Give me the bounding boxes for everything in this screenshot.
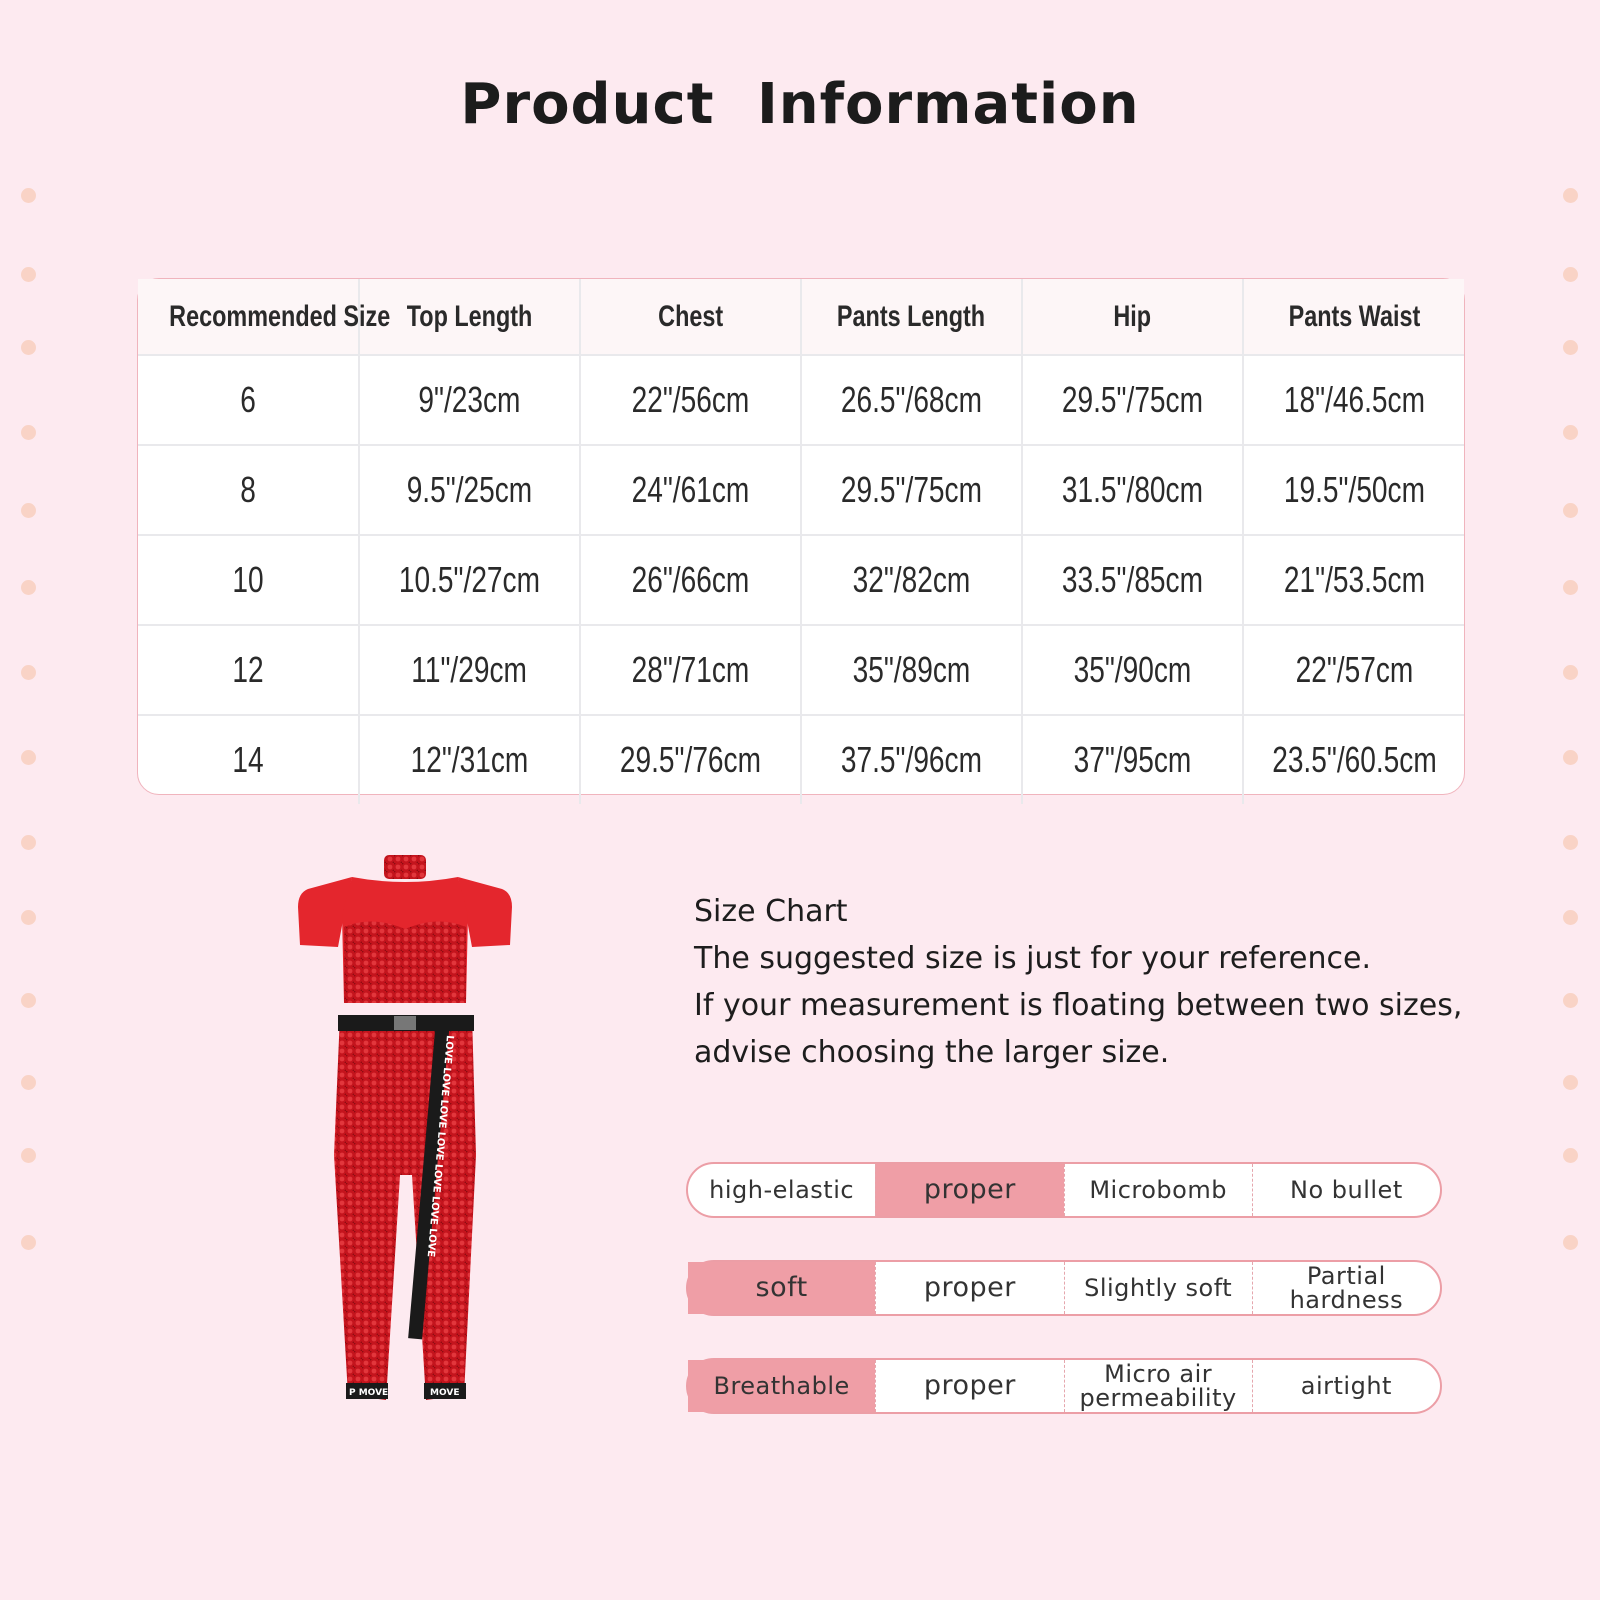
cell-size: 6 [138,355,359,445]
cuff-left-text: P MOVE [349,1388,389,1398]
header-recommended-size: Recommended Size [138,279,359,355]
product-image-outfit [290,855,520,1420]
decorative-dot [21,993,36,1008]
table-header-row [138,279,1464,355]
cell-pants-length: 26.5"/68cm [801,355,1022,445]
scale-option: Partial hardness [1252,1262,1440,1314]
decorative-dot [21,665,36,680]
cell-pants-waist: 23.5"/60.5cm [1271,739,1437,780]
cell-size: 8 [138,445,359,535]
scale-option: Micro air permeability [1064,1360,1252,1412]
size-table [137,278,1465,795]
size-chart-note [694,888,1494,1076]
decorative-dot [1563,580,1578,595]
table-row [138,445,1464,535]
cell-hip: 37"/95cm [1022,715,1243,804]
table-row [138,535,1464,625]
cell-pants-length: 29.5"/75cm [801,445,1022,535]
cell-top-length: 9.5"/25cm [359,445,580,535]
cell-hip: 35"/90cm [1022,625,1243,715]
cell-pants-length: 37.5"/96cm [801,715,1022,804]
decorative-dot [1563,1148,1578,1163]
softness-scale [686,1260,1442,1316]
decorative-dot [21,1235,36,1250]
header-top-length: Top Length [359,279,580,355]
scale-option: airtight [1252,1360,1440,1412]
decorative-dot [21,910,36,925]
decorative-dot [1563,188,1578,203]
decorative-dot [1563,503,1578,518]
scale-option-selected: soft [688,1262,875,1314]
decorative-dot [1563,910,1578,925]
decorative-dot [21,503,36,518]
decorative-dot [1563,1235,1578,1250]
scale-option: No bullet [1252,1164,1440,1216]
cell-chest: 28"/71cm [580,625,801,715]
size-chart-line: advise choosing the larger size. [694,1035,1170,1070]
header-pants-waist: Pants Waist [1243,279,1464,355]
page-title: Product Information [460,72,1140,137]
cell-chest: 24"/61cm [580,445,801,535]
decorative-dot [1563,340,1578,355]
breathability-scale [686,1358,1442,1414]
crop-top-illustration [298,855,512,1003]
size-chart-line: The suggested size is just for your reference. [694,941,1371,976]
scale-option-selected: proper [875,1164,1063,1216]
cell-size: 12 [138,625,359,715]
decorative-dot [21,340,36,355]
scale-option: high-elastic [709,1176,855,1204]
decorative-dot [21,1075,36,1090]
table-row [138,715,1464,804]
cell-pants-waist: 22"/57cm [1243,625,1464,715]
cell-chest: 29.5"/76cm [580,715,801,804]
scale-option: proper [875,1262,1063,1314]
table-row [138,625,1464,715]
header-hip: Hip [1022,279,1243,355]
header-chest: Chest [580,279,801,355]
scale-option-selected: Breathable [688,1360,875,1412]
scale-option: Slightly soft [1064,1262,1252,1314]
cell-hip: 31.5"/80cm [1022,445,1243,535]
elasticity-scale [686,1162,1442,1218]
scale-option: proper [875,1360,1063,1412]
cell-top-length: 12"/31cm [359,715,580,804]
decorative-dot [1563,1075,1578,1090]
size-chart-line: If your measurement is floating between two sizes, [694,988,1463,1023]
decorative-dot [1563,425,1578,440]
decorative-dot [21,1148,36,1163]
sequin-pants-illustration [334,1015,476,1400]
cell-size: 14 [138,715,359,804]
cell-hip: 29.5"/75cm [1022,355,1243,445]
header-pants-length: Pants Length [801,279,1022,355]
cell-chest: 22"/56cm [580,355,801,445]
cell-pants-waist: 19.5"/50cm [1243,445,1464,535]
cuff-right-text: MOVE [430,1388,460,1398]
table-row [138,355,1464,445]
decorative-dot [21,580,36,595]
decorative-dot [1563,993,1578,1008]
decorative-dot [21,750,36,765]
decorative-dot [21,835,36,850]
size-chart-heading: Size Chart [694,894,848,929]
cell-size: 10 [138,535,359,625]
decorative-dot [1563,665,1578,680]
cell-pants-length: 35"/89cm [801,625,1022,715]
cell-chest: 26"/66cm [580,535,801,625]
cell-pants-length: 32"/82cm [801,535,1022,625]
decorative-dot [21,188,36,203]
scale-option: Microbomb [1064,1164,1252,1216]
belt-text: LOVE LOVE LOVE LOVE LOVE LOVE LOVE [424,1034,455,1258]
decorative-dot [1563,835,1578,850]
cell-top-length: 9"/23cm [359,355,580,445]
decorative-dot [1563,267,1578,282]
cell-hip: 33.5"/85cm [1022,535,1243,625]
cell-top-length: 11"/29cm [359,625,580,715]
cell-pants-waist: 21"/53.5cm [1243,535,1464,625]
decorative-dot [21,425,36,440]
cell-pants-waist: 18"/46.5cm [1243,355,1464,445]
decorative-dot [1563,750,1578,765]
decorative-dot [21,267,36,282]
cell-top-length: 10.5"/27cm [359,535,580,625]
